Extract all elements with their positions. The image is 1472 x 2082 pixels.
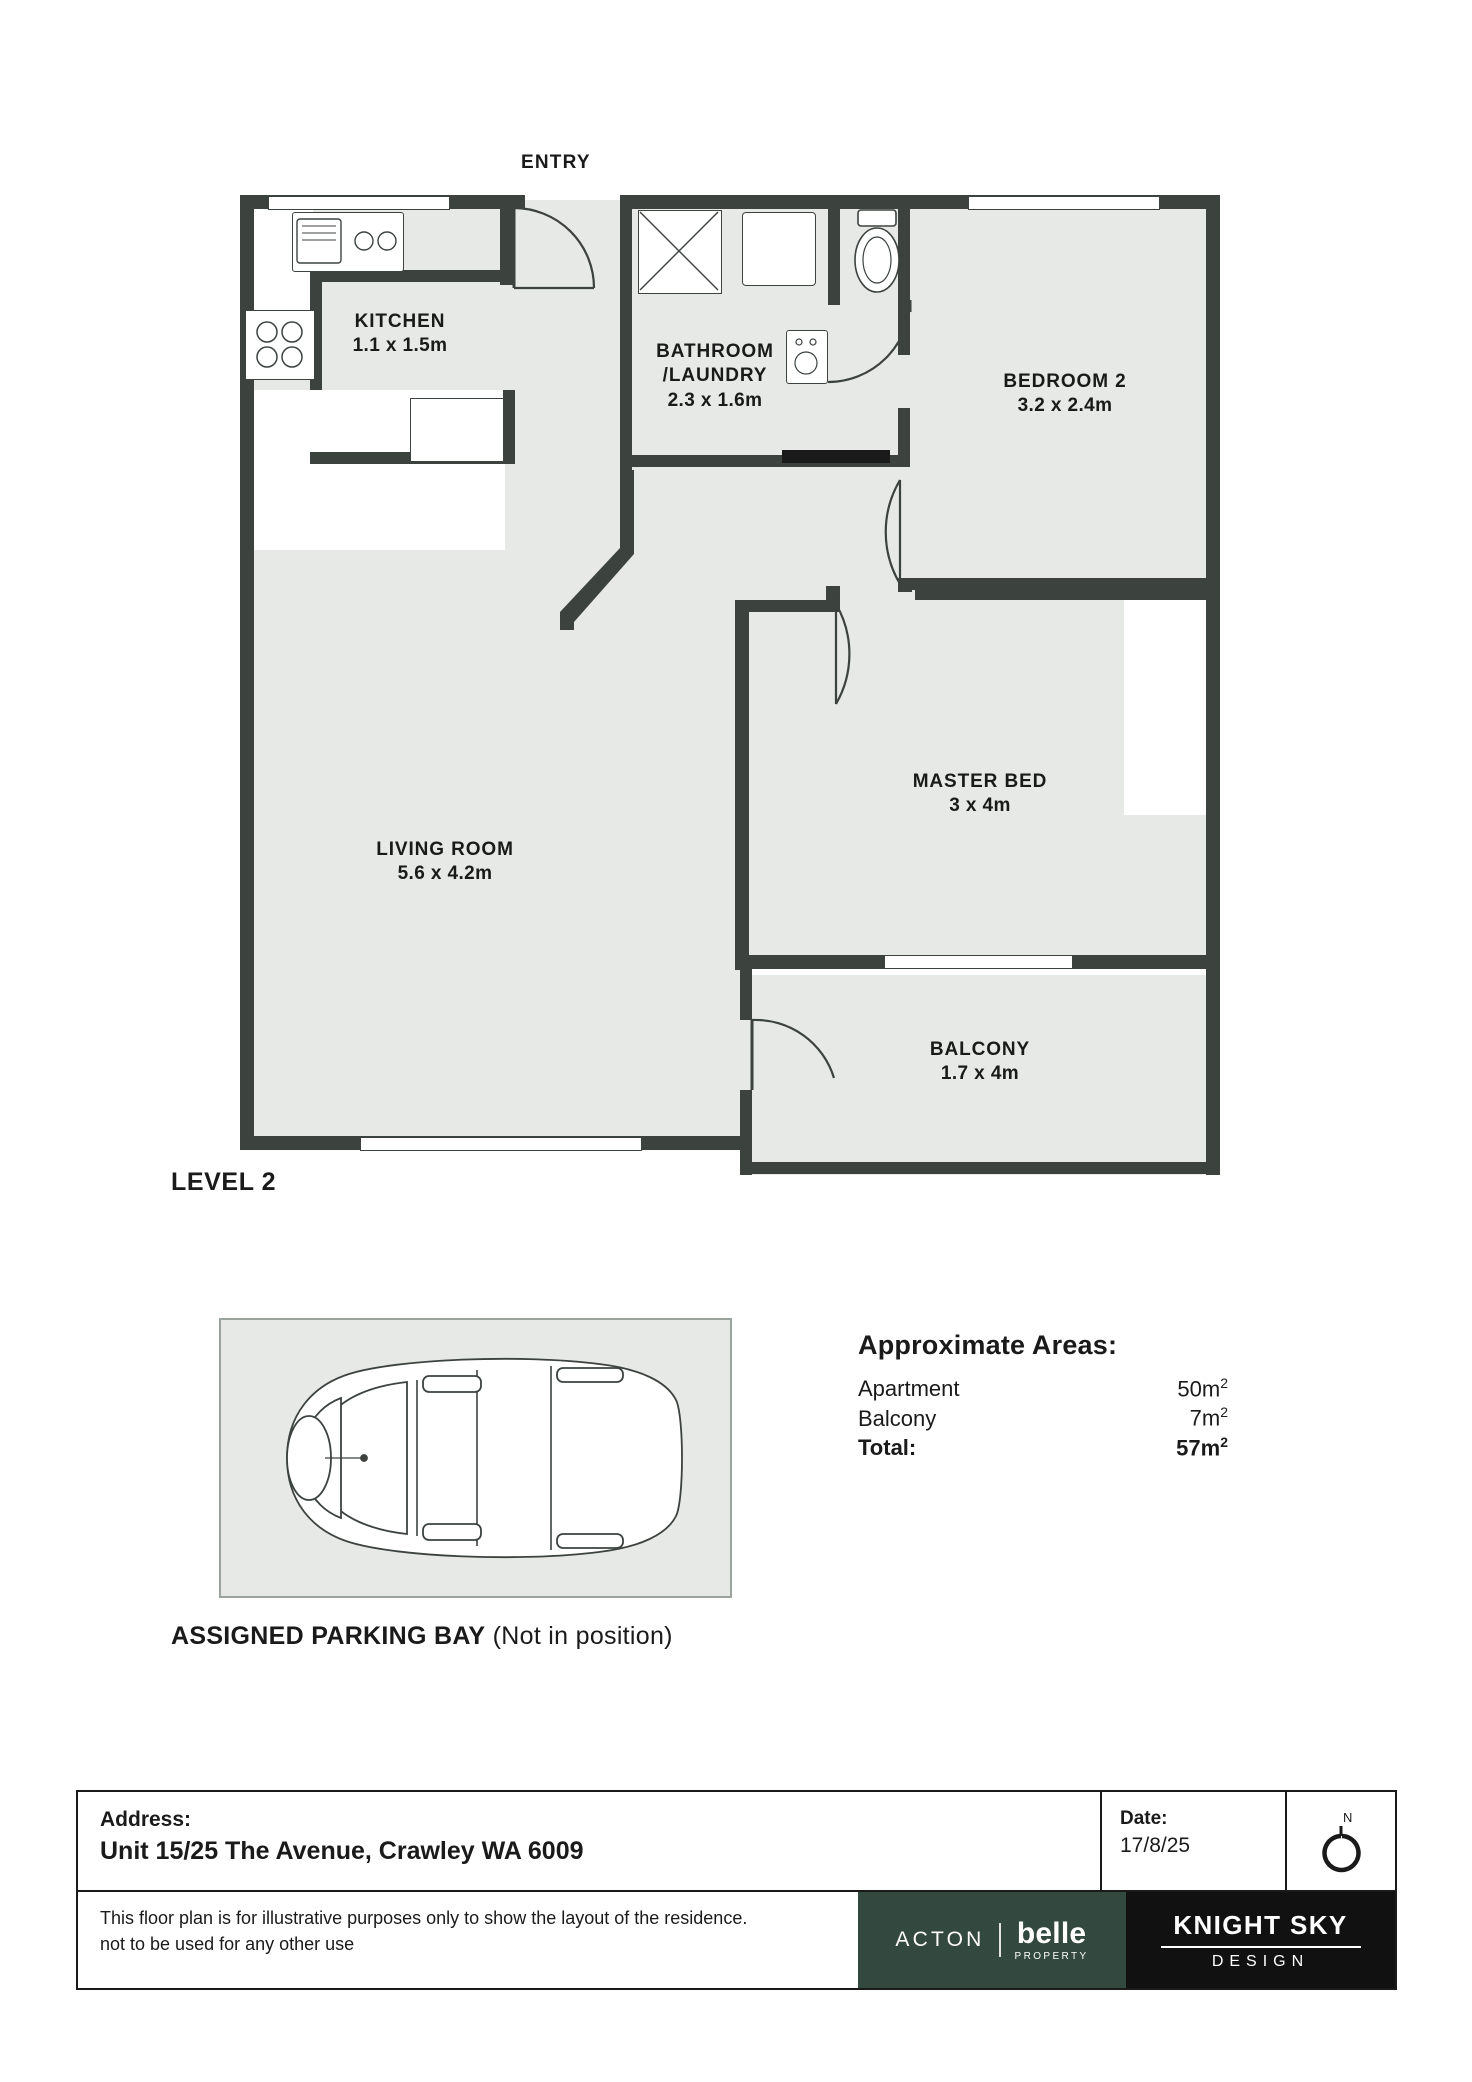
area-row-apartment — [858, 1375, 1228, 1402]
bathroom-name-line1: BATHROOM — [656, 341, 774, 362]
kitchen-dims: 1.1 x 1.5m — [352, 335, 448, 357]
area-label-apartment: Apartment — [858, 1376, 960, 1402]
level-label: LEVEL 2 — [171, 1168, 277, 1196]
car-illustration — [221, 1320, 730, 1596]
knight-sky-sub: DESIGN — [1211, 1952, 1310, 1970]
disclaimer-line-1: This floor plan is for illustrative purposes only to show the layout of the residence. — [100, 1908, 748, 1928]
approximate-areas — [858, 1330, 1248, 1463]
room-label-bedroom2 — [940, 370, 1190, 419]
disclaimer-text — [78, 1892, 858, 1988]
address-value: Unit 15/25 The Avenue, Crawley WA 6009 — [100, 1837, 584, 1865]
acton-belle-logo — [858, 1892, 1126, 1988]
area-sup-balcony: 2 — [1220, 1404, 1228, 1421]
footer-block — [76, 1790, 1397, 1990]
living-dims: 5.6 x 4.2m — [397, 863, 493, 885]
kitchen-sink-detail — [292, 212, 402, 270]
parking-title: ASSIGNED PARKING BAY — [171, 1622, 486, 1650]
area-sup-total: 2 — [1220, 1433, 1228, 1450]
kitchen-appliance-block — [410, 398, 504, 462]
room-label-living — [300, 838, 590, 887]
acton-wordmark: ACTON — [895, 1928, 985, 1951]
belle-wordmark — [1014, 1916, 1089, 1962]
area-value-balcony — [1190, 1404, 1228, 1431]
north-indicator-cell — [1285, 1792, 1395, 1890]
bathroom-name-line2: /LAUNDRY — [662, 365, 768, 387]
parking-bay-box — [219, 1318, 732, 1598]
kitchen-name: KITCHEN — [354, 311, 446, 332]
address-cell — [78, 1792, 1100, 1890]
svg-text:N: N — [1343, 1810, 1353, 1825]
knight-sky-rule — [1161, 1946, 1361, 1948]
area-row-balcony — [858, 1404, 1228, 1431]
toilet-icon — [846, 208, 908, 304]
area-value-apartment — [1177, 1375, 1228, 1402]
date-key: Date: — [1120, 1808, 1168, 1829]
areas-heading: Approximate Areas: — [858, 1330, 1118, 1360]
area-sup-apartment: 2 — [1220, 1375, 1228, 1391]
knight-sky-logo — [1126, 1892, 1395, 1988]
room-label-master — [850, 770, 1110, 819]
bathroom-dims: 2.3 x 1.6m — [667, 389, 763, 411]
area-value-balcony-num: 7m — [1189, 1405, 1221, 1431]
bedroom2-name: BEDROOM 2 — [1003, 371, 1127, 392]
footer-top-row — [78, 1792, 1395, 1890]
logo-divider — [999, 1923, 1001, 1957]
bedroom2-dims: 3.2 x 2.4m — [1017, 395, 1113, 417]
balcony-name: BALCONY — [929, 1039, 1031, 1060]
area-value-total-num: 57m — [1176, 1434, 1221, 1460]
area-label-total: Total: — [858, 1434, 917, 1460]
date-cell — [1100, 1792, 1285, 1890]
area-value-total — [1176, 1434, 1228, 1461]
disclaimer-line-2: not to be used for any other use — [100, 1933, 355, 1954]
area-row-total — [858, 1434, 1228, 1461]
parking-bay-label — [171, 1622, 673, 1651]
room-label-balcony — [850, 1038, 1110, 1087]
balcony-dims: 1.7 x 4m — [940, 1063, 1020, 1085]
belle-sub: PROPERTY — [1014, 1950, 1089, 1962]
knight-sky-main: KNIGHT SKY — [1173, 1909, 1348, 1940]
footer-bottom-row — [78, 1890, 1395, 1988]
room-label-bathroom — [590, 340, 840, 413]
area-value-apartment-num: 50m — [1177, 1376, 1221, 1402]
north-arrow-icon — [1309, 1806, 1373, 1876]
parking-note: (Not in position) — [485, 1622, 673, 1650]
bathroom-basin — [742, 212, 816, 286]
shower-cross — [638, 210, 720, 292]
master-name: MASTER BED — [912, 771, 1048, 792]
date-value: 17/8/25 — [1120, 1834, 1191, 1857]
entry-label: ENTRY — [521, 152, 591, 173]
room-label-kitchen — [290, 310, 510, 359]
master-dims: 3 x 4m — [949, 795, 1011, 817]
belle-main: belle — [1016, 1916, 1087, 1950]
address-key: Address: — [100, 1808, 192, 1831]
area-label-balcony: Balcony — [858, 1405, 937, 1431]
living-name: LIVING ROOM — [376, 839, 514, 860]
